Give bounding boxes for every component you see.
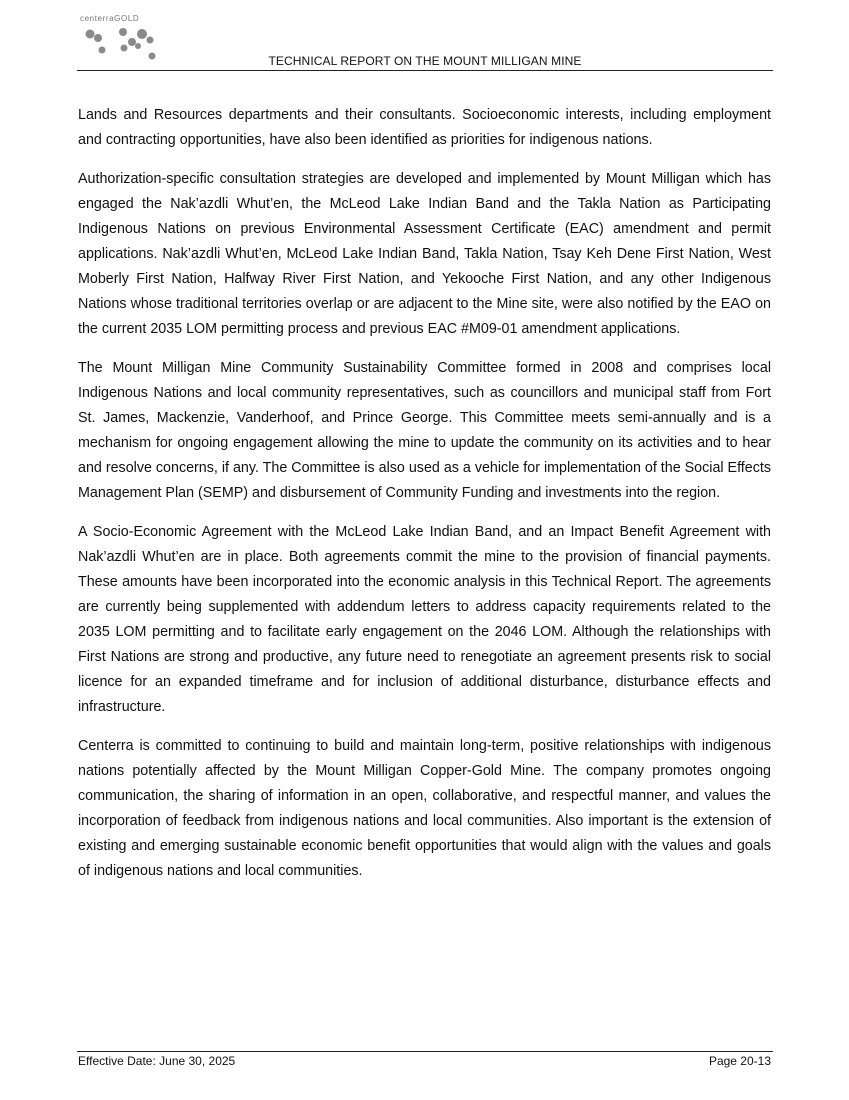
paragraph: Lands and Resources departments and their consultants. Socioeconomic interests, including employment and contracting opportunities, have also been identified as priorities for indigenous nations. — [78, 107, 771, 148]
effective-date: Effective Date: June 30, 2025 — [78, 1054, 236, 1068]
paragraph: A Socio-Economic Agreement with the McLeod Lake Indian Band, and an Impact Benefit Agreement with Nak’azdli Whut’en are in place. Both agreements commit the mine to the provision of financial payments. These amounts have been incorporated into the economic analysis in this Technical Report. The agreements are currently being supplemented with addendum letters to address capacity requirements related to the 2035 LOM permitting and to facilitate early engagement on the 2046 LOM. Although the relationships with First Nations are strong and productive, any future need to renegotiate an agreement presents risk to social licence for an expanded timeframe and for inclusion of additional disturbance, disturbance effects and infrastructure. — [78, 524, 771, 715]
header-divider — [77, 70, 773, 71]
paragraph: Authorization-specific consultation strategies are developed and implemented by Mount Milligan which has engaged the Nak’azdli Whut’en, the McLeod Lake Indian Band and the Takla Nation as Participating Indigenous Nations on previous Environmental Assessment Certificate (EAC) amendment and permit applications. Nak’azdli Whut’en, McLeod Lake Indian Band, Takla Nation, Tsay Keh Dene First Nation, West Moberly First Nation, Halfway River First Nation, and Yekooche First Nation, and any other Indigenous Nations whose traditional territories overlap or are adjacent to the Mine site, were also notified by the EAO on the current 2035 LOM permitting process and previous EAC #M09-01 amendment applications. — [78, 171, 771, 337]
paragraph: The Mount Milligan Mine Community Sustainability Committee formed in 2008 and comprises local Indigenous Nations and local community representatives, such as councillors and municipal staff from Fort St. James, Mackenzie, Vanderhoof, and Prince George. This Committee meets semi-annually and is a mechanism for ongoing engagement allowing the mine to update the community on its activities and to hear and resolve concerns, if any. The Committee is also used as a vehicle for implementation of the Social Effects Management Plan (SEMP) and disbursement of Community Funding and investments into the region. — [78, 360, 771, 501]
footer-divider — [77, 1051, 773, 1052]
page-number: Page 20-13 — [708, 1054, 771, 1068]
report-title: TECHNICAL REPORT ON THE MOUNT MILLIGAN MINE — [268, 54, 582, 68]
body-text — [78, 103, 771, 898]
logo-text: centerraGOLD — [80, 14, 140, 23]
paragraph: Centerra is committed to continuing to build and maintain long-term, positive relationships with indigenous nations potentially affected by the Mount Milligan Copper-Gold Mine. The company promotes ongoing communication, the sharing of information in an open, collaborative, and respectful manner, and values the incorporation of feedback from indigenous nations and local communities. Also important is the extension of existing and emerging sustainable economic benefit opportunities that would align with the values and goals of indigenous nations and local communities. — [78, 738, 771, 879]
